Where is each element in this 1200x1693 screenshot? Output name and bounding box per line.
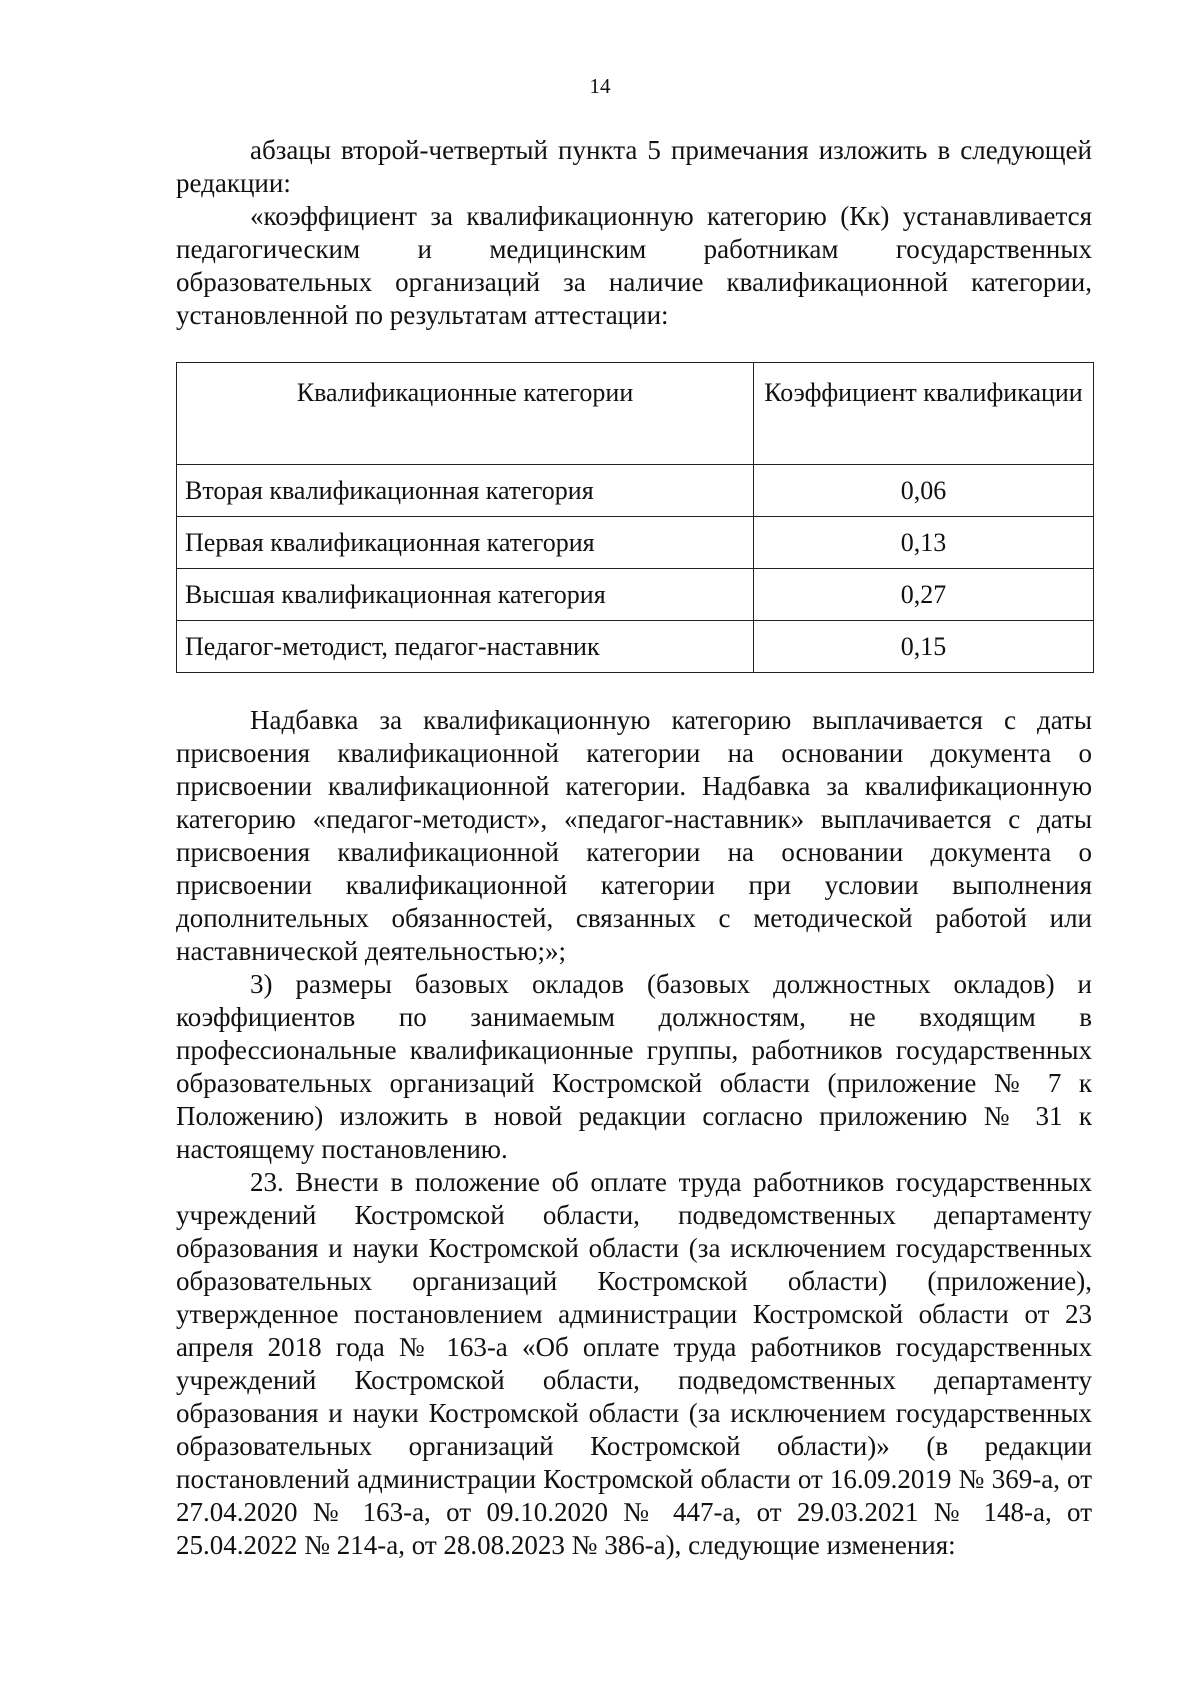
paragraph-bonus-rules: Надбавка за квалификационную категорию выплачивается с даты присвоения квалификационной категории на основании документа о присвоении квалификационной категории. Надбавка за квалификационную категорию «педагог-методист», «педагог-наставник» выплачивается с даты присвоения квалификационной категории на основании документа о присвоении квалификационной категории при условии выполнения дополнительных обязанностей, связанных с методической работой или наставнической деятельностью;»; bbox=[176, 705, 1092, 966]
header-coefficient: Коэффициент квалификации bbox=[754, 363, 1094, 465]
table-cell-coefficient: 0,13 bbox=[754, 517, 1094, 569]
table-header-row bbox=[177, 363, 1094, 465]
table-cell-coefficient: 0,27 bbox=[754, 569, 1094, 621]
table-row bbox=[177, 517, 1094, 569]
table-row bbox=[177, 569, 1094, 621]
header-categories: Квалификационные категории bbox=[177, 363, 754, 465]
table-cell-category: Высшая квалификационная категория bbox=[177, 569, 754, 621]
table-row bbox=[177, 465, 1094, 517]
paragraph-amend-instruction: абзацы второй-четвертый пункта 5 примечания изложить в следующей редакции: bbox=[176, 135, 1092, 198]
intro-text-block bbox=[176, 134, 1092, 332]
paragraph-item-3: 3) размеры базовых окладов (базовых должностных окладов) и коэффициентов по занимаемым должностям, не входящим в профессиональные квалификационные группы, работников государственных образовательных организаций Костромской области (приложение № 7 к Положению) изложить в новой редакции согласно приложению № 31 к настоящему постановлению. bbox=[176, 969, 1092, 1164]
table-cell-category: Первая квалификационная категория bbox=[177, 517, 754, 569]
table-cell-coefficient: 0,15 bbox=[754, 621, 1094, 673]
table-cell-coefficient: 0,06 bbox=[754, 465, 1094, 517]
paragraph-item-23: 23. Внести в положение об оплате труда работников государственных учреждений Костромской области, подведомственных департаменту образования и науки Костромской области (за исключением государственных образовательных организаций Костромской области) (приложение), утвержденное постановлением администрации Костромской области от 23 апреля 2018 года № 163-а «Об оплате труда работников государственных учреждений Костромской области, подведомственных департаменту образования и науки Костромской области (за исключением государственных образовательных организаций Костромской области)» (в редакции постановлений администрации Костромской области от 16.09.2019 № 369-а, от 27.04.2020 № 163-а, от 09.10.2020 № 447-а, от 29.03.2021 № 148-а, от 25.04.2022 № 214-а, от 28.08.2023 № 386-а), следующие изменения: bbox=[176, 1167, 1092, 1560]
paragraph-coefficient-definition: «коэффициент за квалификационную категорию (Кк) устанавливается педагогическим и медицинским работникам государственных образовательных организаций за наличие квалификационной категории, установленной по результатам аттестации: bbox=[176, 201, 1092, 330]
qualification-coefficient-table bbox=[176, 362, 1094, 673]
table-cell-category: Педагог-методист, педагог-наставник bbox=[177, 621, 754, 673]
page-number: 14 bbox=[589, 74, 611, 98]
main-text-block bbox=[176, 704, 1092, 1562]
table-row bbox=[177, 621, 1094, 673]
table-cell-category: Вторая квалификационная категория bbox=[177, 465, 754, 517]
